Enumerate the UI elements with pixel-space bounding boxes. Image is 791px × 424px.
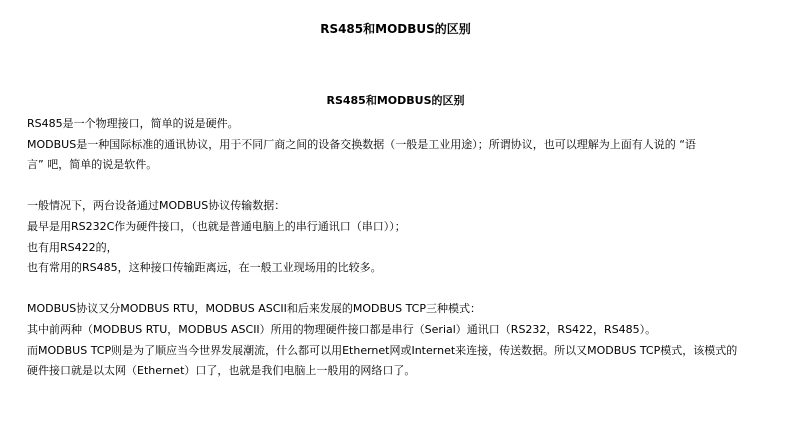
body-line: 硬件接口就是以太网（Ethernet）口了，也就是我们电脑上一般用的网络口了。 [27,364,416,378]
body-line: 也有用RS422的， [27,240,118,254]
body-line: 一般情况下，两台设备通过MODBUS协议传输数据： [27,199,286,213]
body-line: 其中前两种（MODBUS RTU，MODBUS ASCII）所用的物理硬件接口都是串行（Serial）通讯口（RS232，RS422，RS485）。 [27,322,657,336]
body-line: 也有常用的RS485，这种接口传输距离远，在一般工业现场用的比较多。 [27,261,382,275]
body-line: 而MODBUS TCP则是为了顺应当今世界发展潮流，什么都可以用Ethernet网或Internet来连接，传送数据。所以又MODBUS TCP模式，该模式的 [27,343,738,357]
body-line: 言” 吧，简单的说是软件。 [27,158,158,172]
blank-line [27,279,767,300]
blank-line [27,176,767,197]
body-line: 最早是用RS232C作为硬件接口，（也就是普通电脑上的串行通讯口（串口））； [27,219,406,233]
body-line: MODBUS是一种国际标准的通讯协议，用于不同厂商之间的设备交换数据（一般是工业用途）；所谓协议，也可以理解为上面有人说的 “语 [27,137,696,151]
article-body [27,114,767,382]
article-heading: RS485和MODBUS的区别 [326,94,465,107]
body-line: MODBUS协议又分MODBUS RTU，MODBUS ASCII和后来发展的MODBUS TCP三种模式： [27,302,481,316]
body-line: RS485是一个物理接口，简单的说是硬件。 [27,117,239,130]
page-title: RS485和MODBUS的区别 [320,22,471,36]
